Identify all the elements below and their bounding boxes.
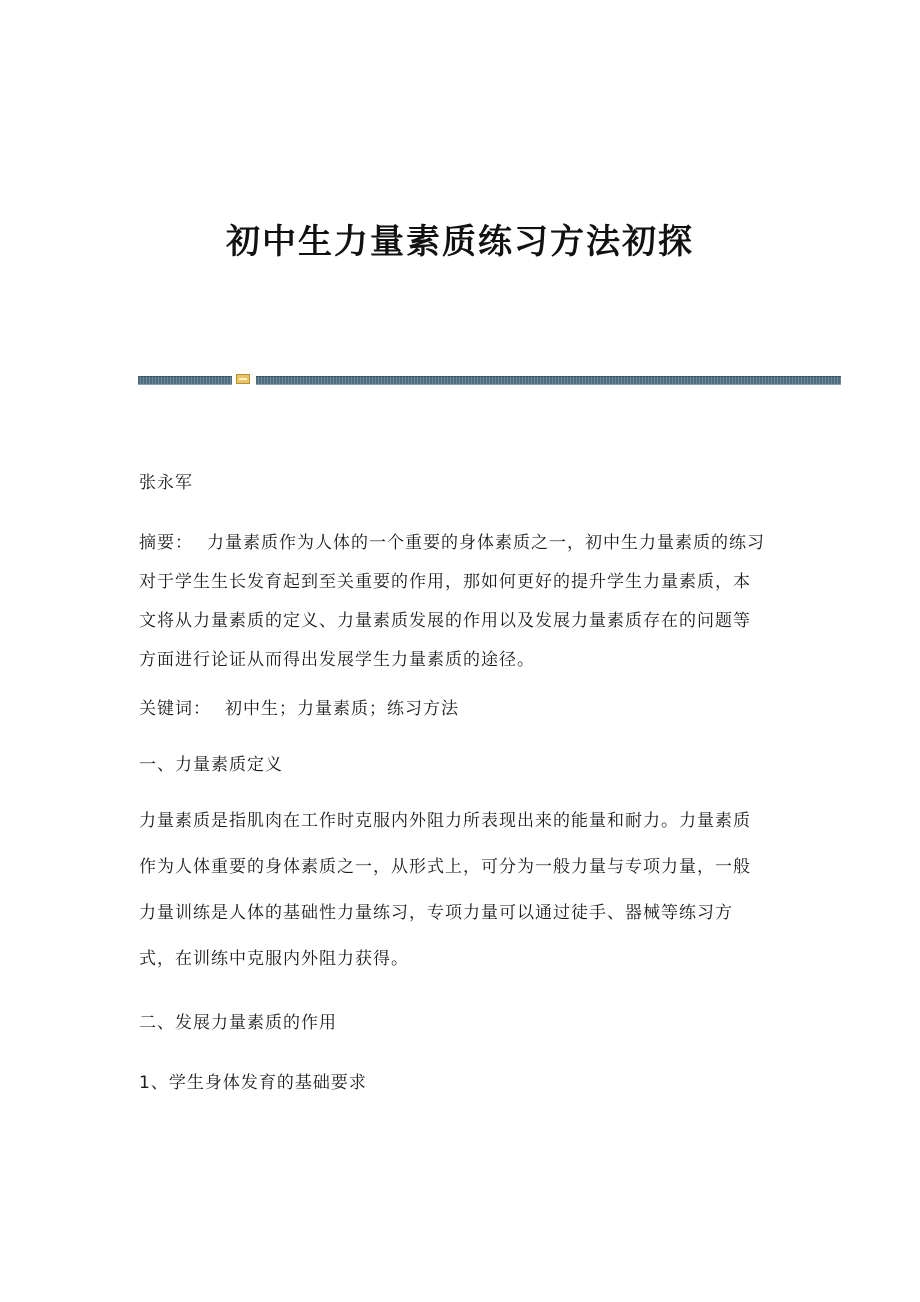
divider-bar-left <box>138 376 232 385</box>
section-heading: 一、力量素质定义 <box>139 755 283 775</box>
abstract <box>139 524 779 680</box>
document-body <box>139 468 779 1098</box>
abstract-line <box>139 524 779 563</box>
abstract-text: 力量素质作为人体的一个重要的身体素质之一，初中生力量素质的练习 <box>207 533 765 553</box>
subsection-heading: 1、学生身体发育的基础要求 <box>139 1073 367 1093</box>
keywords-text: 初中生；力量素质；练习方法 <box>225 699 459 719</box>
keywords-label: 关键词： <box>139 699 211 719</box>
abstract-line: 对于学生生长发育起到至关重要的作用，那如何更好的提升学生力量素质，本 <box>139 572 751 592</box>
keywords <box>139 694 779 724</box>
paragraph-line: 力量素质是指肌肉在工作时克服内外阻力所表现出来的能量和耐力。力量素质 <box>139 811 751 831</box>
paragraph-line: 作为人体重要的身体素质之一，从形式上，可分为一般力量与专项力量，一般 <box>139 857 751 877</box>
author-name: 张永军 <box>139 473 193 493</box>
divider-ornament-icon <box>236 374 250 384</box>
paragraph-line: 力量训练是人体的基础性力量练习，专项力量可以通过徒手、器械等练习方 <box>139 903 733 923</box>
abstract-line: 文将从力量素质的定义、力量素质发展的作用以及发展力量素质存在的问题等 <box>139 611 751 631</box>
title-divider <box>138 373 841 385</box>
abstract-label: 摘要： <box>139 533 193 553</box>
divider-bar-right <box>256 376 841 385</box>
section-heading: 二、发展力量素质的作用 <box>139 1013 337 1033</box>
paragraph-line: 式，在训练中克服内外阻力获得。 <box>139 949 409 969</box>
document-title: 初中生力量素质练习方法初探 <box>226 222 694 262</box>
abstract-line: 方面进行论证从而得出发展学生力量素质的途径。 <box>139 650 535 670</box>
section-paragraph <box>139 798 779 982</box>
